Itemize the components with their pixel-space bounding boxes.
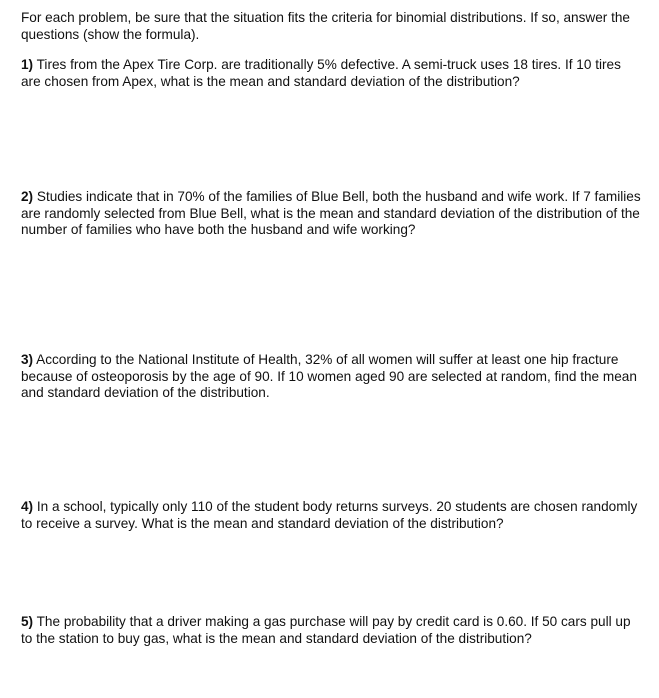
problem-1 <box>21 57 641 90</box>
problem-number: 2) <box>21 189 34 204</box>
problem-number: 4) <box>21 499 34 514</box>
problem-text: Studies indicate that in 70% of the families of Blue Bell, both the husband and wife work. If 7 families are randomly selected from Blue Bell, what is the mean and standard deviation of the distribution of the number of families who have both the husband and wife working? <box>21 189 641 237</box>
problem-text: In a school, typically only 110 of the student body returns surveys. 20 students are chosen randomly to receive a survey. What is the mean and standard deviation of the distribution? <box>21 499 638 531</box>
problem-3 <box>21 352 641 402</box>
problem-number: 3) <box>21 352 34 367</box>
problem-5 <box>21 614 641 647</box>
problem-text: The probability that a driver making a gas purchase will pay by credit card is 0.60. If 50 cars pull up to the station to buy gas, what is the mean and standard deviation of the distribution? <box>21 614 631 646</box>
problem-text: Tires from the Apex Tire Corp. are traditionally 5% defective. A semi-truck uses 18 tires. If 10 tires are chosen from Apex, what is the mean and standard deviation of the distribution? <box>21 57 621 89</box>
problem-number: 5) <box>21 614 34 629</box>
problem-text: According to the National Institute of Health, 32% of all women will suffer at least one hip fracture because of osteoporosis by the age of 90. If 10 women aged 90 are selected at random, find the mean and standard deviation of the distribution. <box>21 352 637 400</box>
instructions: For each problem, be sure that the situation fits the criteria for binomial distributions. If so, answer the questions (show the formula). <box>21 10 630 42</box>
problem-2 <box>21 189 641 239</box>
problem-number: 1) <box>21 57 34 72</box>
problem-4 <box>21 499 641 532</box>
